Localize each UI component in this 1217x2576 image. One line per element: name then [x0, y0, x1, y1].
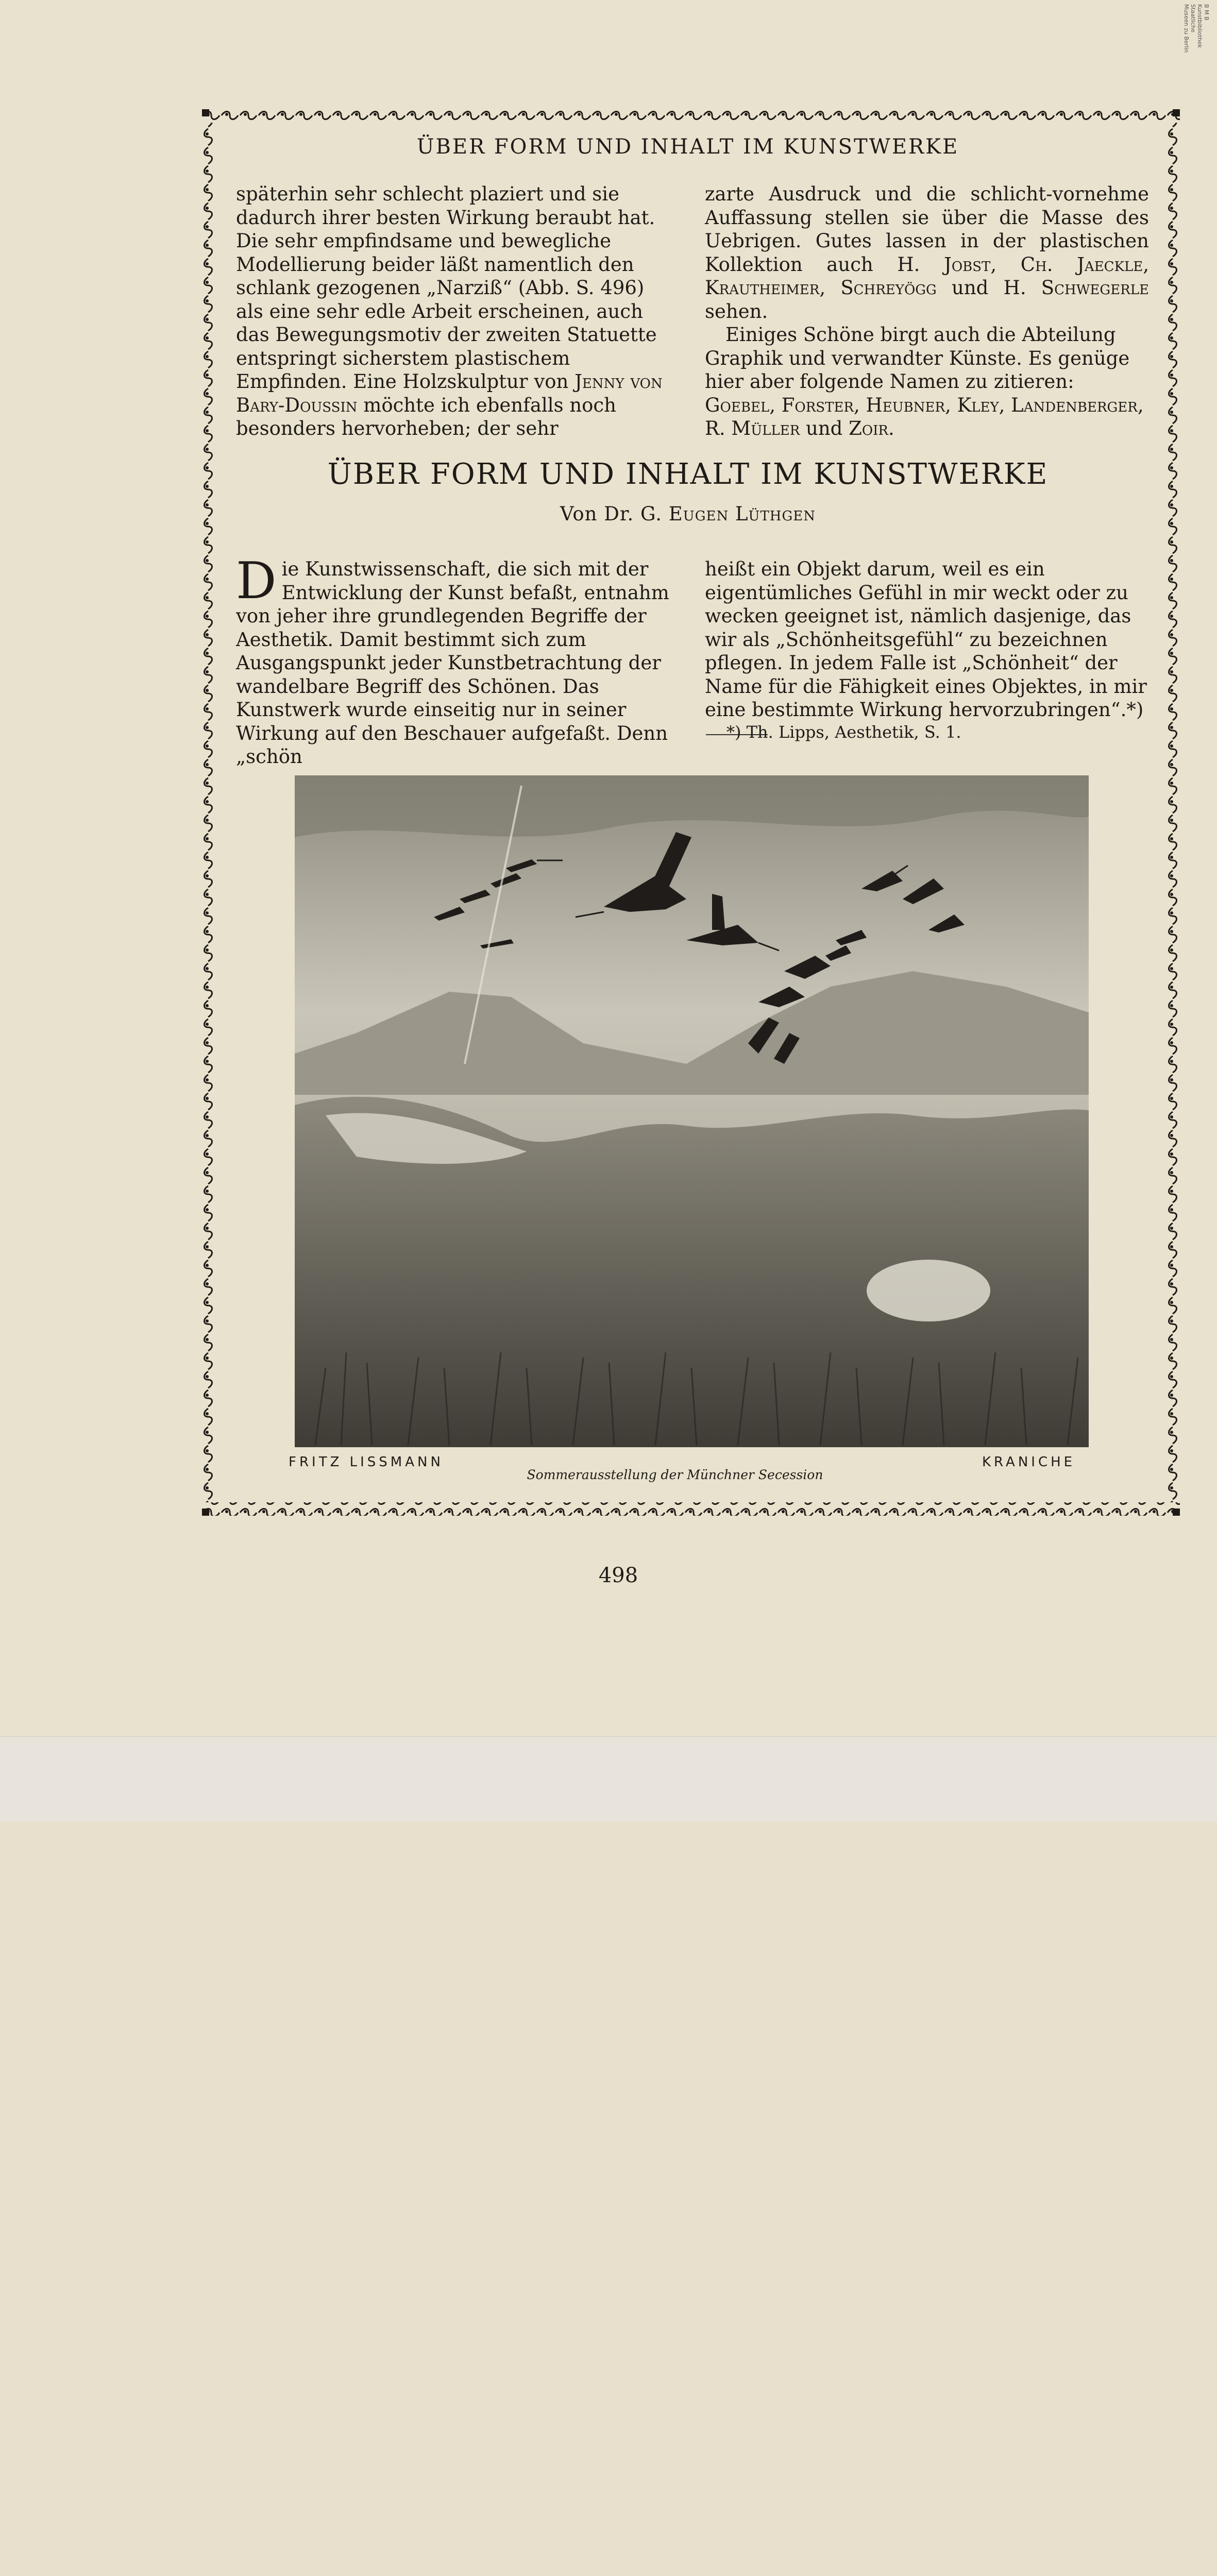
column-right-continued	[705, 182, 1149, 440]
column-left-continued	[236, 182, 677, 440]
text-run: möchte ich ebenfalls noch besonders hervorheben; der sehr	[236, 394, 616, 439]
caption-exhibition: Sommerausstellung der Münchner Secession	[527, 1467, 823, 1482]
article-column-left	[236, 552, 677, 769]
library-stamp: B M B Kunstbibliothek Staatliche Museen zu Berlin	[1183, 4, 1210, 53]
painting-cranes	[295, 775, 1089, 1447]
article-title: ÜBER FORM UND INHALT IM KUNSTWERKE	[327, 457, 1049, 491]
text-run: sehen.	[705, 300, 768, 323]
text-run: und	[936, 277, 1004, 299]
footnote: *) Th. Lipps, Aesthetik, S. 1.	[726, 722, 961, 742]
artist-name: Jenny von Bary-Doussin	[236, 370, 663, 416]
paragraph	[705, 182, 1149, 323]
artist-names: Goebel, Forster, Heubner, Kley, Landenberger, R. Müller	[705, 394, 1144, 439]
author-name: Eugen Lüthgen	[668, 503, 816, 525]
article-byline	[237, 503, 1139, 525]
paragraph	[236, 552, 677, 769]
paragraph	[236, 182, 677, 440]
paragraph: heißt ein Objekt darum, weil es ein eigentümliches Gefühl in mir weckt oder zu wecken geeignet ist, nämlich dasjenige, das wir als „Schönheitsgefühl“ zu bezeichnen pflegen. In jedem Falle ist „Schönheit“ der Name für die Fähigkeit eines Objektes, in mir eine bestimmte Wirkung hervorzubringen“.*)	[705, 558, 1147, 721]
text-run: .	[888, 417, 894, 439]
text-run: späterhin sehr schlecht plaziert und sie dadurch ihrer besten Wirkung beraubt hat. Die sehr empfindsame und bewegliche Modellierung beider läßt namentlich den schlank gezogenen „Narziß“ (Abb. S. 496) als eine sehr edle Arbeit erscheinen, auch das Bewegungsmotiv der zweiten Statuette entspringt sicherstem plastischem Empfinden. Eine Holzskulptur von	[236, 183, 657, 393]
artist-names: H. Jobst, Ch. Jaeckle, Krautheimer, Schreyögg	[705, 253, 1150, 299]
drop-cap: D	[236, 552, 277, 611]
paragraph	[705, 323, 1149, 440]
byline-prefix: Von Dr. G.	[560, 503, 669, 525]
artist-name: Zoir	[849, 417, 889, 439]
artist-name: H. Schwegerle	[1003, 277, 1149, 299]
running-head: ÜBER FORM UND INHALT IM KUNSTWERKE	[416, 135, 959, 159]
viewer-footer	[0, 1736, 1217, 1822]
text-run: ie Kunstwissenschaft, die sich mit der Entwicklung der Kunst befaßt, entnahm von jeher ihre grundlegenden Begriffe der Aesthetik. Damit bestimmt sich zum Ausgangspunkt jeder Kunstbetrachtung der wandelbare Begriff des Schönen. Das Kunstwerk wurde einseitig nur in seiner Wirkung auf den Beschauer aufgefaßt. Denn „schön	[236, 558, 669, 768]
text-run: und	[800, 417, 849, 439]
caption-artist: FRITZ LISSMANN	[289, 1454, 444, 1470]
caption-title: KRANICHE	[982, 1454, 1076, 1470]
text-run: zarte Ausdruck und die schlicht-vornehme Auffassung stellen sie über die Masse des Uebrigen. Gutes lassen in der plastischen Kollektion auch	[705, 183, 1149, 276]
page-number: 498	[598, 1564, 638, 1587]
text-run: Einiges Schöne birgt auch die Abteilung Graphik und verwandter Künste. Es genüge hier aber folgende Namen zu zitieren:	[705, 324, 1130, 393]
article-column-right	[705, 557, 1149, 722]
